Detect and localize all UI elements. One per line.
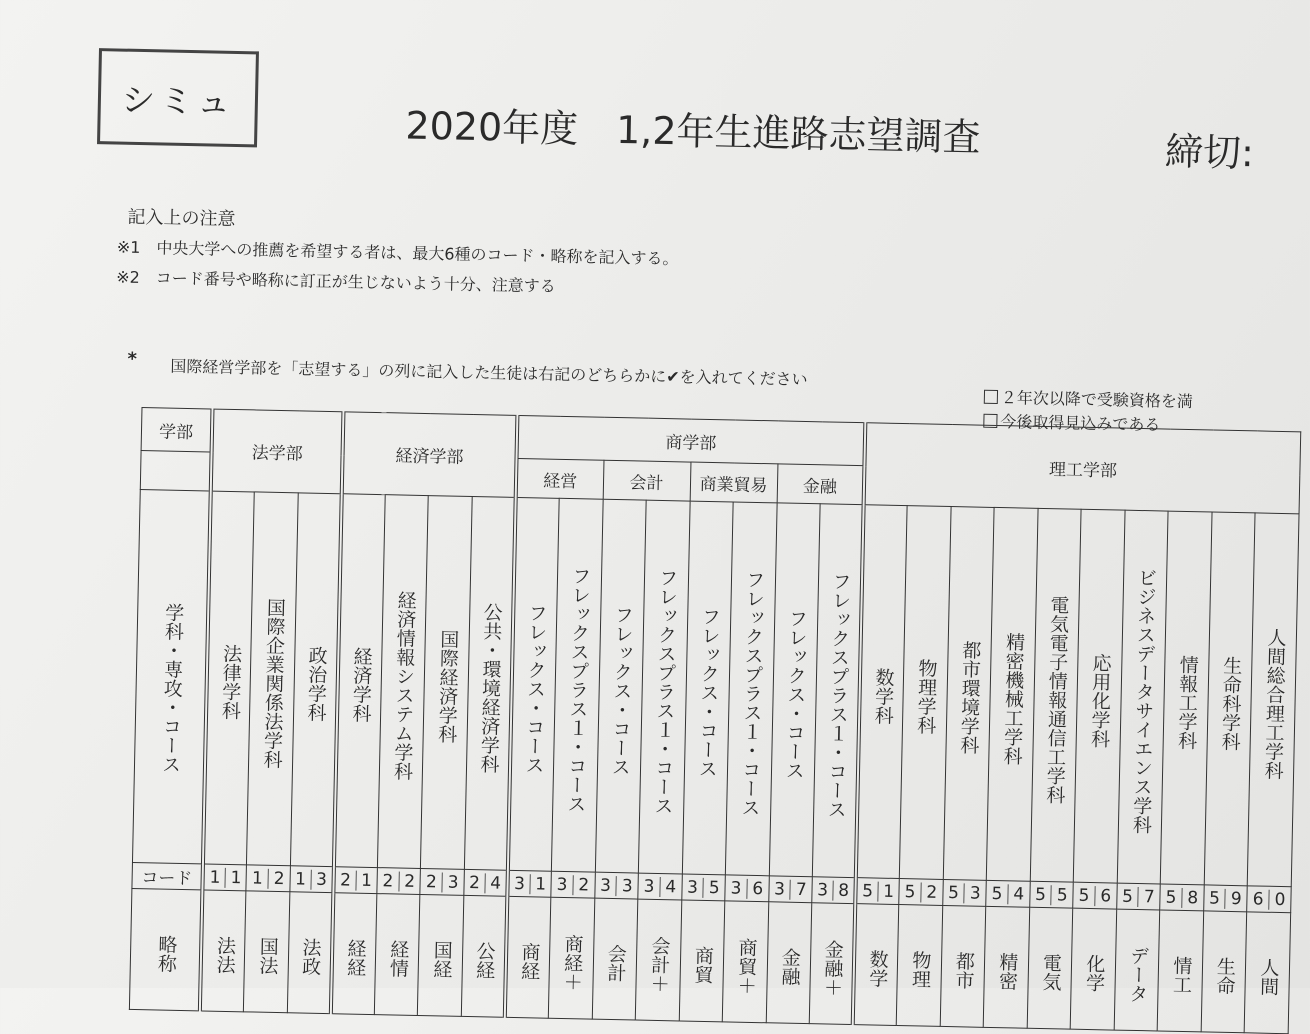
label-spacer <box>140 451 212 491</box>
code-cell <box>899 879 943 906</box>
code-digits <box>335 870 376 891</box>
department-name: 国際企業関係法学科 <box>260 597 287 769</box>
code-digit: 5 <box>991 883 1003 904</box>
abbreviation-cell <box>418 894 464 1016</box>
code-cell <box>1247 886 1291 913</box>
abbreviation-text: 金融＋ <box>820 938 845 997</box>
code-digit: 5 <box>703 877 725 897</box>
code-digit: 2 <box>268 868 290 888</box>
code-digit: 1 <box>251 867 264 889</box>
code-cell <box>290 866 334 893</box>
abbreviation-text: 会計 <box>604 943 628 983</box>
department-cell <box>769 503 820 877</box>
department-name: ビジネスデータサイエンス学科 <box>1129 567 1158 835</box>
department-name: フレックスプラス１・コース <box>738 569 766 817</box>
code-digit: 2 <box>920 882 942 902</box>
code-digit: 2 <box>468 872 481 893</box>
abbreviation-text: 国法 <box>256 936 279 976</box>
department-cell <box>812 504 863 878</box>
abbreviation-text: 金融 <box>778 947 802 986</box>
code-digit: 1 <box>355 870 376 890</box>
department-cell <box>1073 509 1124 883</box>
abbreviation-cell <box>722 901 768 1023</box>
abbreviation-cell <box>1070 908 1116 1030</box>
abbreviation-text: 情工 <box>1169 955 1193 995</box>
department-name: フレックス・コース <box>782 608 809 780</box>
code-digit: 1 <box>225 867 246 887</box>
code-cell <box>1160 884 1204 911</box>
abbreviation-text: 都市 <box>952 951 976 990</box>
abbreviation-cell <box>1201 911 1247 1033</box>
department-cell <box>595 499 646 873</box>
department-cell <box>1160 511 1211 885</box>
code-cell <box>1073 882 1117 909</box>
abbreviation-cell <box>635 899 681 1021</box>
department-name: 物理学科 <box>914 658 938 735</box>
code-digits <box>290 869 331 890</box>
department-cell <box>508 497 559 871</box>
code-cell <box>1029 881 1073 908</box>
simulation-stamp <box>97 48 259 147</box>
code-digit: 3 <box>643 876 655 897</box>
abbreviation-cell <box>548 897 594 1019</box>
department-cell <box>1117 510 1168 884</box>
code-digits <box>1204 888 1247 909</box>
code-cell <box>551 871 595 898</box>
code-digit: 5 <box>862 880 874 901</box>
note-1: ※1 中央大学への推薦を希望する者は、最大6種のコード・略称を記入する。 <box>116 237 679 269</box>
code-label: コード <box>132 862 203 889</box>
code-digits <box>769 879 812 900</box>
code-digit: 3 <box>556 874 568 895</box>
code-cell <box>942 879 986 906</box>
department-name: 法律学科 <box>218 643 243 721</box>
department-cell <box>856 505 907 879</box>
code-digits <box>682 877 725 898</box>
code-digit: 5 <box>904 881 916 902</box>
abbreviation-cell <box>461 895 507 1017</box>
code-digit: 7 <box>1138 887 1160 907</box>
department-name: 経済情報システム学科 <box>390 590 417 781</box>
code-digit: 3 <box>817 879 829 901</box>
commerce-subgroup: 経営 <box>516 458 604 499</box>
code-digits <box>1030 884 1073 905</box>
code-digit: 3 <box>730 877 742 899</box>
department-cell <box>377 495 428 869</box>
code-digit: 8 <box>1181 887 1203 907</box>
code-digits <box>595 875 638 896</box>
intl-business-instruction: 国際経営学部を「志望する」の列に記入した生徒は右記のどちらかに✔を入れてください <box>170 356 808 389</box>
department-cell <box>1030 508 1081 882</box>
abbreviation-cell <box>809 903 855 1025</box>
code-digit: 2 <box>382 870 394 891</box>
abbreviation-cell <box>1114 909 1160 1031</box>
abbreviation-text: 人間 <box>1256 957 1280 997</box>
department-cell <box>899 506 950 880</box>
code-digits <box>421 872 464 893</box>
department-cell <box>943 507 994 881</box>
code-digit: 3 <box>686 877 699 898</box>
department-name: 情報工学科 <box>1174 654 1199 750</box>
code-digit: 2 <box>572 875 594 895</box>
code-cell <box>638 873 682 900</box>
code-digit: 2 <box>425 871 438 892</box>
code-cell <box>768 876 812 903</box>
code-digits <box>377 871 420 892</box>
department-cell <box>1247 513 1299 887</box>
department-label <box>132 490 211 864</box>
code-digit: 0 <box>1268 889 1290 909</box>
code-digit: 3 <box>513 873 526 894</box>
commerce-subgroup: 会計 <box>603 460 691 501</box>
option-expected-label: 今後取得見込みである <box>1000 412 1161 435</box>
page-title: 2020年度 1,2年生進路志望調査 <box>404 103 981 160</box>
note-2: ※2 コード番号や略称に訂正が生じないよう十分、注意する <box>116 267 556 296</box>
department-cell <box>1204 512 1255 886</box>
faculty-header: 経済学部 <box>342 412 518 498</box>
department-name: 国際経済学科 <box>435 629 460 744</box>
abbreviation-cell <box>766 902 812 1024</box>
department-cell <box>551 498 602 872</box>
code-cell <box>420 869 464 896</box>
department-cell <box>334 494 385 868</box>
department-name: 数学科 <box>871 666 895 725</box>
department-name: 電気電子情報通信工学科 <box>1043 594 1070 804</box>
code-digit: 5 <box>1121 886 1134 907</box>
department-name: 精密機械工学科 <box>1000 631 1026 766</box>
code-cell <box>464 869 508 896</box>
code-digits <box>247 868 290 889</box>
abbreviation-cell <box>983 906 1029 1028</box>
course-code-table <box>129 407 1301 1034</box>
code-digit: 5 <box>1165 887 1177 908</box>
abbreviation-cell <box>1027 907 1073 1029</box>
abbreviation-cell <box>1244 912 1290 1034</box>
department-cell <box>421 496 472 870</box>
abbreviation-cell <box>374 894 420 1016</box>
department-name: フレックスプラス１・コース <box>651 567 679 815</box>
code-cell <box>725 875 769 902</box>
code-digit: 1 <box>877 881 898 901</box>
abbreviation-text: 電気 <box>1039 952 1063 992</box>
abbreviation-cell <box>505 896 551 1018</box>
code-cell <box>855 878 899 905</box>
code-digit: 8 <box>832 880 853 900</box>
department-cell <box>247 492 298 866</box>
commerce-subgroup: 商業貿易 <box>690 462 778 503</box>
department-name: 公共・環境経済学科 <box>477 601 503 774</box>
abbreviation-text: 数学 <box>866 949 889 988</box>
code-digit: 2 <box>339 869 352 891</box>
code-digit: 3 <box>442 872 464 892</box>
code-digit: 3 <box>773 878 786 900</box>
code-cell <box>986 880 1030 907</box>
asterisk-mark: * <box>127 348 138 370</box>
faculty-label: 学部 <box>141 408 213 452</box>
code-digit: 7 <box>790 879 812 899</box>
abbreviation-cell <box>940 905 986 1027</box>
abbreviation-cell <box>244 891 290 1013</box>
code-cell <box>1116 883 1160 910</box>
abbreviation-label-text: 略称 <box>154 934 178 973</box>
abbreviation-label <box>129 888 202 1010</box>
code-digit: 5 <box>1078 885 1090 906</box>
code-digit: 6 <box>746 878 768 898</box>
code-digit: 5 <box>1208 888 1221 909</box>
code-digit: 6 <box>1252 888 1264 910</box>
faculty-header: 理工学部 <box>864 423 1301 514</box>
department-name: 人間総合理工学科 <box>1261 627 1287 781</box>
abbreviation-row <box>129 888 1290 1033</box>
checkbox-icon[interactable] <box>984 390 998 404</box>
abbreviation-text: 物理 <box>908 950 932 989</box>
code-digit: 1 <box>529 874 550 894</box>
code-digits <box>205 867 246 888</box>
deadline-label: 締切: <box>1164 129 1255 176</box>
department-name: フレックス・コース <box>522 602 548 775</box>
abbreviation-text: 商貿＋ <box>734 937 758 995</box>
commerce-subgroup: 金融 <box>777 464 865 505</box>
department-name: 応用化学科 <box>1087 652 1112 748</box>
code-digit: 9 <box>1225 888 1247 908</box>
code-cell <box>812 877 856 904</box>
abbreviation-cell <box>592 898 638 1020</box>
code-digits <box>857 881 898 902</box>
abbreviation-text: 経情 <box>386 939 410 978</box>
abbreviation-cell <box>331 893 377 1015</box>
code-digits <box>638 876 681 897</box>
department-name: 都市環境学科 <box>957 640 982 755</box>
abbreviation-text: 商経 <box>517 942 541 981</box>
abbreviation-text: 商貿 <box>691 945 715 985</box>
faculty-header: 法学部 <box>211 409 343 494</box>
abbreviation-text: 公経 <box>472 941 496 980</box>
department-label-text: 学科・専攻・コース <box>158 602 185 774</box>
notes-heading: 記入上の注意 <box>127 206 236 230</box>
code-digit: 3 <box>310 869 331 889</box>
code-cell <box>377 868 421 895</box>
code-digits <box>464 872 505 893</box>
code-digit: 3 <box>599 875 612 896</box>
code-digits <box>943 882 986 903</box>
code-cell <box>594 872 638 899</box>
department-name: フレックスプラス１・コース <box>564 565 592 813</box>
code-digit: 4 <box>1007 884 1029 904</box>
code-digit: 1 <box>209 867 221 888</box>
abbreviation-cell <box>896 905 942 1027</box>
department-name: フレックスプラス１・コース <box>824 571 852 819</box>
department-cell <box>725 502 776 876</box>
abbreviation-cell <box>1157 910 1203 1032</box>
department-row <box>132 490 1299 887</box>
abbreviation-text: 会計＋ <box>647 935 671 993</box>
code-digits <box>725 878 768 899</box>
department-name: 政治学科 <box>304 645 328 722</box>
abbreviation-cell <box>679 900 725 1022</box>
abbreviation-cell <box>853 904 899 1026</box>
department-cell <box>638 500 689 874</box>
code-cell <box>333 867 377 894</box>
code-digit: 5 <box>1051 885 1073 905</box>
stamp-text: シミュ <box>120 80 235 123</box>
code-digit: 4 <box>484 873 505 893</box>
faculty-header: 商学部 <box>516 415 865 465</box>
department-cell <box>203 491 254 865</box>
code-digits <box>1117 886 1160 907</box>
abbreviation-text: 法法 <box>213 935 237 975</box>
code-digit: 5 <box>947 882 960 903</box>
code-cell <box>507 870 551 897</box>
option-qualified-label: ２年次以降で受験資格を満 <box>1000 388 1194 412</box>
department-cell <box>464 496 515 870</box>
code-digits <box>1247 889 1290 910</box>
abbreviation-text: 国経 <box>430 940 454 979</box>
abbreviation-text: 経経 <box>343 938 367 977</box>
code-cell <box>1203 885 1247 912</box>
department-name: 生命科学科 <box>1218 655 1243 751</box>
abbreviation-text: データ <box>1126 945 1150 1003</box>
code-digits <box>551 874 594 895</box>
code-digit: 4 <box>659 877 681 897</box>
code-digit: 5 <box>1034 884 1047 905</box>
department-cell <box>986 507 1037 881</box>
abbreviation-text: 法政 <box>298 937 322 976</box>
code-digit: 1 <box>294 868 307 890</box>
option-qualified <box>984 385 1193 412</box>
code-digit: 3 <box>616 876 638 896</box>
code-digit: 6 <box>1094 886 1116 906</box>
code-cell <box>681 874 725 901</box>
department-name: 経済学科 <box>349 646 373 723</box>
department-cell <box>682 501 733 875</box>
abbreviation-text: 化学 <box>1082 953 1106 993</box>
code-cell <box>246 865 290 892</box>
code-digits <box>1160 887 1203 908</box>
department-name: フレックス・コース <box>608 604 635 776</box>
code-digit: 3 <box>964 883 986 903</box>
department-name: フレックス・コース <box>695 606 722 778</box>
department-cell <box>290 493 341 867</box>
code-digits <box>986 883 1029 904</box>
abbreviation-cell <box>200 890 246 1012</box>
code-cell <box>203 864 247 891</box>
abbreviation-text: 商経＋ <box>560 933 584 991</box>
code-digits <box>1073 885 1116 906</box>
abbreviation-text: 生命 <box>1213 956 1237 996</box>
abbreviation-cell <box>287 892 333 1014</box>
abbreviation-text: 精密 <box>995 952 1019 991</box>
code-digit: 2 <box>398 871 420 891</box>
code-digits <box>812 880 853 901</box>
code-digits <box>509 873 550 894</box>
code-digits <box>899 882 942 903</box>
